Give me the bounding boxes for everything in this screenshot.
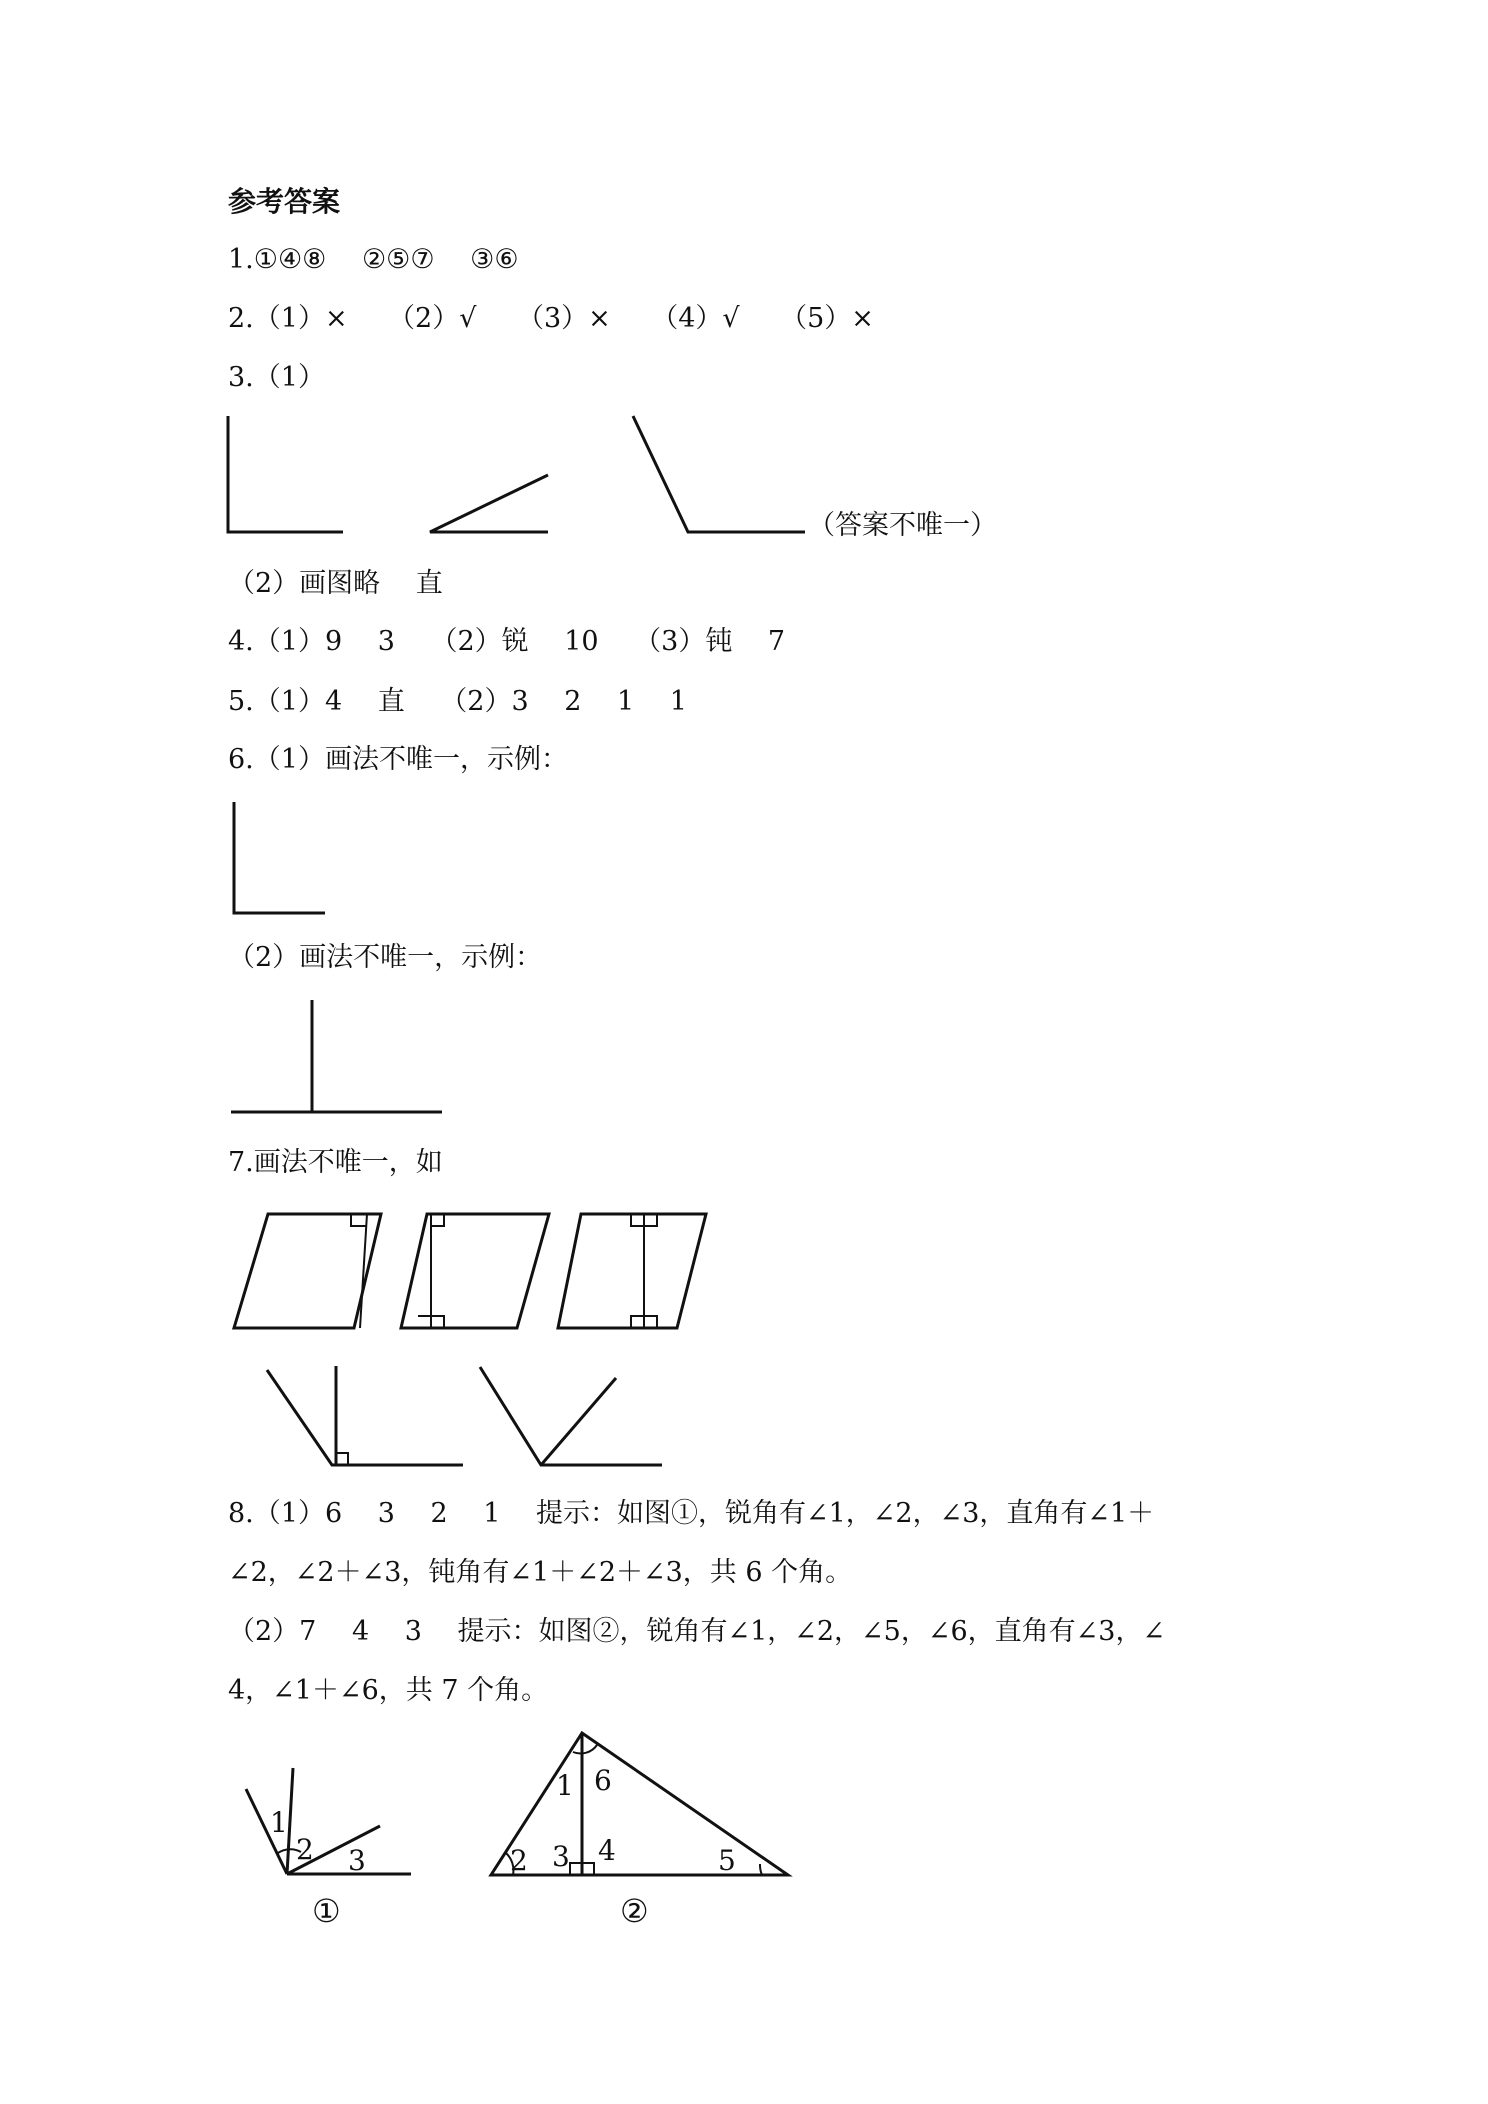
answer-3: 3.（1） <box>228 362 325 393</box>
fig2-angle-3-label: 3 <box>552 1840 570 1873</box>
answer-6-part-1: 6.（1）画法不唯一，示例： <box>228 744 568 775</box>
answer-5: 5.（1）4 直 （2）3 2 1 1 <box>228 686 687 717</box>
fig1-angle-3-label: 3 <box>348 1844 366 1877</box>
fig1-caption: ① <box>312 1892 341 1930</box>
answer-8-line-3: （2）7 4 3 提示：如图②，锐角有∠1，∠2，∠5，∠6，直角有∠3，∠ <box>228 1616 1166 1647</box>
answer-8-line-2: ∠2，∠2＋∠3，钝角有∠1＋∠2＋∠3，共 6 个角。 <box>228 1557 853 1588</box>
page-title: 参考答案 <box>228 185 341 218</box>
answer-7: 7.画法不唯一，如 <box>228 1147 443 1178</box>
fig2-caption: ② <box>620 1892 649 1930</box>
answer-3-part-2: （2）画图略 直 <box>228 568 443 599</box>
figure-2 <box>491 1733 788 1930</box>
answer-8-line-1: 8.（1）6 3 2 1 提示：如图①，锐角有∠1，∠2，∠3，直角有∠1＋ <box>228 1498 1155 1529</box>
fig2-angle-5-label: 5 <box>718 1844 736 1877</box>
figure-1 <box>246 1768 411 1930</box>
answer-3-note: （答案不唯一） <box>808 510 997 541</box>
fig2-angle-4-label: 4 <box>598 1834 616 1867</box>
answer-8-line-4: 4，∠1＋∠6，共 7 个角。 <box>228 1675 549 1706</box>
answer-2: 2.（1）× （2）√ （3）× （4）√ （5）× <box>228 303 874 334</box>
fig2-angle-6-label: 6 <box>594 1764 612 1797</box>
answer-1: 1.①④⑧ ②⑤⑦ ③⑥ <box>228 244 519 275</box>
fig2-angle-1-label: 1 <box>556 1769 574 1802</box>
fig1-angle-1-label: 1 <box>270 1806 288 1839</box>
fig2-angle-2-label: 2 <box>510 1844 528 1877</box>
answer-6-part-2: （2）画法不唯一，示例： <box>228 942 543 973</box>
fig1-angle-2-label: 2 <box>296 1833 314 1866</box>
answer-4: 4.（1）9 3 （2）锐 10 （3）钝 7 <box>228 626 786 657</box>
